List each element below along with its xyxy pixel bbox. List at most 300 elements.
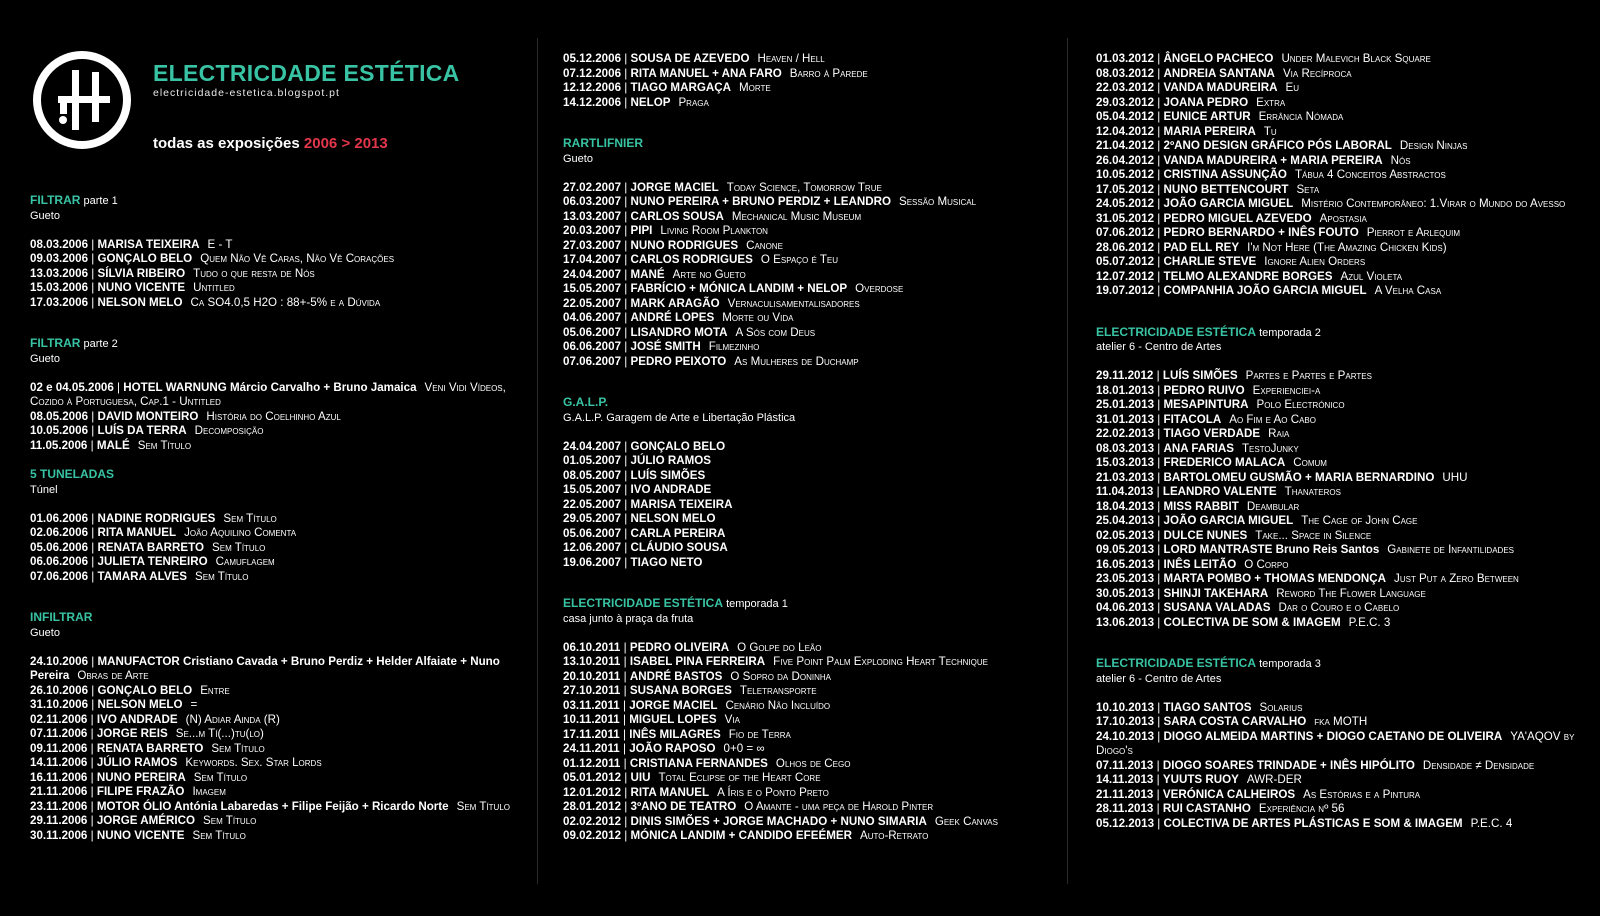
entry-artist: DIOGO SOARES TRINDADE + INÊS HIPÓLITO: [1162, 758, 1415, 772]
entry-work: Pierrot e Arlequim: [1366, 226, 1461, 239]
entry-work: Sem Título: [195, 569, 249, 583]
entry-artist: DINIS SIMÕES + JORGE MACHADO + NUNO SIMARIA: [630, 814, 927, 828]
section-suffix: temporada 2: [1259, 326, 1321, 339]
entry-date: 02.11.2006: [30, 712, 88, 726]
site-url[interactable]: electricidade-estetica.blogspot.pt: [153, 87, 340, 99]
entry-artist: MANUFACTOR Cristiano Cavada + Bruno Perdiz + Helder Alfaiate + Nuno Pereira: [30, 654, 500, 682]
entry-date: 27.03.2007: [563, 238, 622, 252]
entry-work: Tu: [1263, 124, 1277, 138]
entry-artist: ANDRÉ BASTOS: [629, 669, 723, 683]
entry-artist: INÊS LEITÃO: [1163, 557, 1237, 571]
list-item: 12.01.2012 | RITA MANUEL A Íris e o Ponto Preto: [563, 785, 829, 799]
entry-date: 07.06.2007: [563, 354, 622, 368]
entry-date: 15.05.2007: [563, 282, 622, 295]
entry-work: I'm Not Here (The Amazing Chicken Kids): [1247, 240, 1447, 254]
entry-date: 17.05.2012: [1096, 182, 1155, 196]
entry-artist: DAVID MONTEIRO: [97, 409, 199, 423]
entry-work: Arte no Gueto: [672, 267, 746, 281]
entry-work: Decomposição: [194, 424, 264, 437]
section-heading: [30, 193, 510, 209]
list-item: 29.11.2006 | JORGE AMÉRICO Sem Título: [30, 814, 257, 827]
section-title: ELECTRICIDADE ESTÉTICA: [1096, 324, 1257, 339]
list-item: 07.11.2006 | JORGE REIS Se...m Tí(...)tu(lo): [30, 727, 264, 740]
entry-work: Thanateros: [1284, 485, 1341, 498]
section-heading: [30, 610, 510, 626]
entry-list: [30, 381, 510, 454]
entry-artist: JORGE MACIEL: [630, 180, 719, 194]
entry-work: 0+0 = ∞: [723, 742, 765, 755]
entry-work: Sem Título: [212, 540, 266, 554]
entry-date: 22.02.2013: [1096, 427, 1155, 440]
entry-artist: COMPANHIA JOÃO GARCIA MIGUEL: [1163, 284, 1367, 297]
exhibition-section: [1096, 656, 1576, 831]
exhibition-section: [30, 467, 510, 584]
section-heading: [30, 336, 510, 352]
entry-date: 06.03.2007: [563, 195, 622, 208]
entry-date: 25.01.2013: [1096, 398, 1155, 411]
exhibition-section: [563, 136, 1043, 369]
entry-artist: JORGE MACIEL: [629, 698, 718, 712]
entry-artist: JOÃO RAPOSO: [629, 742, 716, 755]
exhibition-section: [30, 336, 510, 453]
entry-work: Partes e Partes e Partes: [1245, 369, 1372, 382]
list-item: 05.06.2007 | CARLA PEREIRA: [563, 526, 726, 540]
list-item: 24.04.2007 | MANÉ Arte no Gueto: [563, 267, 746, 281]
list-item: 05.06.2006 | RENATA BARRETO Sem Título: [30, 540, 266, 554]
entry-list: [563, 440, 1043, 571]
entry-date: 29.11.2006: [30, 814, 88, 827]
list-item: 12.06.2007 | CLÁUDIO SOUSA: [563, 541, 728, 554]
entry-work: A Velha Casa: [1374, 284, 1442, 297]
entry-work: Quem Não Vê Caras, Não Vê Corações: [200, 252, 395, 265]
entry-date: 07.11.2013: [1096, 758, 1154, 772]
entry-artist: NADINE RODRIGUES: [97, 511, 216, 525]
list-item: 08.03.2006 | MARISA TEIXEIRA E - T: [30, 237, 233, 251]
entry-artist: SOUSA DE AZEVEDO: [630, 52, 750, 65]
entry-work: Seta: [1296, 182, 1320, 196]
section-title: G.A.L.P.: [563, 395, 609, 409]
entry-date: 29.05.2007: [563, 512, 622, 525]
entry-date: 27.02.2007: [563, 180, 622, 194]
entry-date: 24.04.2007: [563, 439, 622, 453]
entry-date: 29.03.2012: [1096, 95, 1155, 109]
entry-date: 03.11.2011: [563, 698, 620, 712]
list-item: 13.03.2006 | SÍLVIA RIBEIRO Tudo o que resta de Nós: [30, 266, 315, 280]
entry-work: Filmezinho: [708, 340, 760, 353]
entry-work: O Amante - uma peça de Harold Pinter: [744, 800, 934, 813]
entry-work: Living Room Plankton: [660, 224, 768, 237]
entry-artist: NUNO RODRIGUES: [630, 238, 739, 252]
entry-date: 24.05.2012: [1096, 197, 1155, 210]
list-item: 07.12.2006 | RITA MANUEL + ANA FARO Barro à Parede: [563, 66, 868, 80]
entry-list: [1096, 701, 1576, 832]
entry-artist: DIOGO ALMEIDA MARTINS + DIOGO CAETANO DE OLIVEIRA: [1163, 729, 1503, 743]
entry-artist: TAMARA ALVES: [97, 569, 188, 583]
column-3: [1096, 52, 1576, 831]
entry-work: Obras de Arte: [77, 669, 149, 682]
entry-artist: COLECTIVA DE ARTES PLÁSTICAS E SOM & IMAGEM: [1163, 816, 1463, 830]
entry-artist: LUÍS SIMÕES: [1162, 369, 1238, 382]
entry-work: TestoJunky: [1241, 441, 1299, 455]
list-item: 08.03.2013 | ANA FARIAS TestoJunky: [1096, 441, 1299, 455]
entry-list: [563, 181, 1043, 370]
entry-date: 19.07.2012: [1096, 284, 1155, 297]
entry-date: 10.05.2006: [30, 424, 89, 437]
entry-work: Sem Título: [223, 511, 277, 525]
entry-work: Via Recíproca: [1282, 66, 1352, 80]
entry-date: 09.05.2013: [1096, 543, 1155, 556]
list-item: 17.04.2007 | CARLOS RODRIGUES O Espaço é Teu: [563, 253, 839, 266]
entry-date: 19.06.2007: [563, 555, 622, 569]
entry-work: Today Science, Tomorrow True: [726, 180, 882, 194]
entry-work: Teletransporte: [739, 684, 817, 697]
entry-date: 24.11.2011: [563, 742, 620, 755]
entry-list: [1096, 52, 1576, 299]
entry-work: Experiência nº 56: [1258, 802, 1345, 815]
entry-work: Tudo o que resta de Nós: [193, 266, 315, 280]
list-item: 24.11.2011 | JOÃO RAPOSO 0+0 = ∞: [563, 742, 765, 755]
entry-artist: JORGE REIS: [96, 727, 168, 740]
subtitle-range: 2006 > 2013: [303, 135, 388, 152]
entry-artist: SARA COSTA CARVALHO: [1163, 715, 1307, 728]
entry-artist: PEDRO OLIVEIRA: [629, 640, 730, 654]
entry-work: Five Point Palm Exploding Heart Technique: [773, 655, 988, 668]
entry-artist: PEDRO RUIVO: [1163, 383, 1245, 397]
entry-artist: NELSON MELO: [630, 512, 716, 525]
list-item: 24.05.2012 | JOÃO GARCIA MIGUEL Mistério Contemporâneo: 1.Virar o Mundo do Avesso: [1096, 197, 1566, 210]
list-item: 19.07.2012 | COMPANHIA JOÃO GARCIA MIGUEL A Velha Casa: [1096, 284, 1442, 297]
list-item: 06.10.2011 | PEDRO OLIVEIRA O Golpe do Leão: [563, 640, 822, 654]
subtitle-prefix: todas as exposições: [153, 135, 300, 152]
entry-date: 13.03.2006: [30, 266, 89, 280]
entry-work: O Golpe do Leão: [737, 640, 822, 654]
entry-work: Tábua 4 Conceitos Abstractos: [1294, 168, 1446, 181]
list-item: 31.05.2012 | PEDRO MIGUEL AZEVEDO Apostasia: [1096, 211, 1367, 225]
entry-artist: GONÇALO BELO: [97, 252, 193, 265]
entry-work: YA'AQOV by Diogo's: [1096, 729, 1575, 757]
entry-date: 01.12.2011: [563, 756, 621, 770]
list-item: 05.12.2013 | COLECTIVA DE ARTES PLÁSTICAS E SOM & IMAGEM P.E.C. 4: [1096, 816, 1513, 830]
entry-date: 22.05.2007: [563, 497, 622, 511]
entry-artist: RENATA BARRETO: [97, 540, 204, 554]
entry-artist: FILIPE FRAZÃO: [96, 785, 185, 798]
column-divider: [1067, 38, 1068, 884]
exhibition-section: [30, 193, 510, 310]
entry-artist: 3ºANO DE TEATRO: [630, 800, 737, 813]
entry-artist: RITA MANUEL: [97, 526, 177, 539]
entry-date: 05.06.2007: [563, 526, 622, 540]
entry-date: 12.01.2012: [563, 785, 622, 799]
entry-work: Azul Violeta: [1340, 269, 1403, 283]
entry-date: 28.06.2012: [1096, 240, 1155, 254]
list-item: 20.03.2007 | PIPI Living Room Plankton: [563, 224, 768, 237]
entry-date: 14.11.2013: [1096, 773, 1154, 786]
entry-artist: MARIA PEREIRA: [1163, 124, 1256, 138]
entry-work: Take... Space in Silence: [1255, 528, 1372, 542]
entry-date: 21.11.2006: [30, 785, 88, 798]
entry-date: 05.06.2007: [563, 325, 622, 339]
list-item: 27.03.2007 | NUNO RODRIGUES Canone: [563, 238, 783, 252]
list-item: 10.05.2006 | LUÍS DA TERRA Decomposição: [30, 424, 264, 437]
list-item: 05.12.2006 | SOUSA DE AZEVEDO Heaven / Hell: [563, 52, 825, 65]
entry-work: O Sopro da Doninha: [730, 669, 831, 683]
list-item: 12.04.2012 | MARIA PEREIRA Tu: [1096, 124, 1277, 138]
entry-artist: RENATA BARRETO: [96, 741, 204, 755]
list-item: 09.05.2013 | LORD MANTRASTE Bruno Reis Santos Gabinete de Infantilidades: [1096, 543, 1514, 556]
entry-work: Keywords. Sex. Star Lords: [185, 756, 322, 769]
entry-work: P.E.C. 4: [1470, 816, 1513, 830]
list-item: 10.05.2012 | CRISTINA ASSUNÇÃO Tábua 4 Conceitos Abstractos: [1096, 168, 1446, 181]
entry-artist: NUNO BETTENCOURT: [1163, 182, 1289, 196]
list-item: 17.03.2006 | NELSON MELO Ca SO4.0,5 H2O : 88+-5% e a Dúvida: [30, 295, 381, 309]
entry-work: Praga: [678, 95, 709, 109]
list-item: 16.11.2006 | NUNO PEREIRA Sem Título: [30, 770, 248, 784]
list-item: 04.06.2013 | SUSANA VALADAS Dar o Couro e o Cabelo: [1096, 601, 1400, 614]
entry-artist: PEDRO BERNARDO + INÊS FOUTO: [1163, 226, 1359, 239]
entry-work: As Mulheres de Duchamp: [734, 354, 859, 368]
entry-work: A Íris e o Ponto Preto: [717, 785, 829, 799]
entry-date: 12.12.2006: [563, 81, 622, 94]
entry-date: 02.06.2006: [30, 526, 89, 539]
list-item: 25.01.2013 | MESAPINTURA Polo Electrónico: [1096, 398, 1345, 411]
entry-artist: FITACOLA: [1163, 412, 1222, 426]
section-location: Túnel: [30, 483, 58, 496]
list-item: 02.06.2006 | RITA MANUEL João Aquilino Comenta: [30, 526, 297, 539]
list-item: 10.10.2013 | TIAGO SANTOS Solarius: [1096, 700, 1303, 714]
entry-artist: YUUTS RUOY: [1162, 773, 1239, 786]
entry-date: 12.07.2012: [1096, 269, 1155, 283]
list-item: 02 e 04.05.2006 | HOTEL WARNUNG Márcio Carvalho + Bruno Jamaica Veni Vidi Vídeos, Cozido à Portuguesa, Cap.1 - Untitled: [30, 380, 506, 408]
entry-list: [563, 52, 1043, 110]
list-item: 16.05.2013 | INÊS LEITÃO O Corpo: [1096, 557, 1289, 571]
exhibition-section: [563, 395, 1043, 570]
list-item: 29.03.2012 | JOANA PEDRO Extra: [1096, 95, 1286, 109]
entry-artist: NUNO VICENTE: [97, 281, 186, 294]
list-item: 26.04.2012 | VANDA MADUREIRA + MARIA PEREIRA Nós: [1096, 153, 1411, 167]
entry-date: 15.03.2006: [30, 281, 89, 294]
entry-artist: MANÉ: [630, 267, 665, 281]
list-item: 13.03.2007 | CARLOS SOUSA Mechanical Music Museum: [563, 209, 862, 223]
entry-work: Under Malevich Black Square: [1281, 52, 1431, 65]
entry-list: [563, 641, 1043, 844]
section-location: G.A.L.P. Garagem de Arte e Libertação Plástica: [563, 411, 796, 424]
list-item: 08.05.2006 | DAVID MONTEIRO História do Coelhinho Azul: [30, 409, 341, 423]
entry-date: 08.03.2006: [30, 237, 89, 251]
section-suffix: temporada 1: [726, 598, 788, 610]
entry-work: Experienciei-a: [1252, 383, 1321, 397]
entry-artist: MESAPINTURA: [1163, 398, 1249, 411]
entry-artist: PEDRO PEIXOTO: [630, 354, 727, 368]
list-item: 27.02.2007 | JORGE MACIEL Today Science, Tomorrow True: [563, 180, 882, 194]
list-item: 10.11.2011 | MIGUEL LOPES Via: [563, 713, 740, 726]
entry-date: 22.05.2007: [563, 296, 622, 310]
entry-artist: TIAGO SANTOS: [1163, 700, 1252, 714]
entry-date: 17.11.2011: [563, 727, 620, 741]
entry-date: 24.10.2013: [1096, 729, 1155, 743]
entry-artist: LUÍS SIMÕES: [630, 468, 706, 482]
entry-work: Imagem: [192, 785, 226, 798]
entry-artist: LISANDRO MOTA: [630, 325, 728, 339]
entry-date: 22.03.2012: [1096, 81, 1155, 94]
section-location: Gueto: [30, 352, 60, 365]
entry-date: 29.11.2012: [1096, 369, 1154, 382]
list-item: 08.03.2012 | ANDREIA SANTANA Via Recíproca: [1096, 66, 1352, 80]
list-item: 22.02.2013 | TIAGO VERDADE Raia: [1096, 427, 1290, 440]
entry-list: [30, 512, 510, 585]
entry-date: 12.06.2007: [563, 541, 622, 554]
entry-date: 30.05.2013: [1096, 586, 1155, 600]
entry-artist: MISS RABBIT: [1163, 499, 1239, 513]
entry-date: 13.06.2013: [1096, 615, 1155, 629]
entry-artist: CARLOS SOUSA: [630, 209, 724, 223]
entry-date: 05.04.2012: [1096, 110, 1155, 123]
entry-work: O Corpo: [1244, 557, 1289, 571]
list-item: 19.06.2007 | TIAGO NETO: [563, 555, 703, 569]
list-item: 14.11.2013 | YUUTS RUOY AWR-DER: [1096, 773, 1302, 786]
site-title: ELECTRICDADE ESTÉTICA: [153, 60, 460, 86]
list-item: 06.03.2007 | NUNO PEREIRA + BRUNO PERDIZ + LEANDRO Sessão Musical: [563, 195, 977, 208]
entry-work: As Estórias e a Pintura: [1303, 787, 1421, 801]
entry-date: 30.11.2006: [30, 828, 88, 842]
exhibition-section: [30, 610, 510, 843]
column-2: [563, 52, 1043, 844]
entry-date: 17.03.2006: [30, 295, 89, 309]
entry-work: Sessão Musical: [898, 195, 977, 208]
entry-artist: NELSON MELO: [97, 698, 183, 711]
section-suffix: parte 1: [83, 195, 118, 207]
entry-artist: BARTOLOMEU GUSMÃO + MARIA BERNARDINO: [1163, 470, 1435, 484]
entry-artist: MARISA TEIXEIRA: [630, 497, 733, 511]
exhibition-section: [563, 596, 1043, 844]
entry-artist: FREDERICO MALACA: [1163, 456, 1286, 469]
entry-date: 24.10.2006: [30, 654, 89, 668]
entry-date: 20.10.2011: [563, 669, 621, 683]
entry-artist: NUNO PEREIRA + BRUNO PERDIZ + LEANDRO: [630, 195, 891, 208]
entry-artist: TIAGO MARGAÇA: [630, 81, 731, 94]
entry-date: 13.10.2011: [563, 655, 621, 668]
entry-work: Just Put a Zero Between: [1394, 572, 1519, 585]
list-item: 31.10.2006 | NELSON MELO =: [30, 698, 198, 711]
entry-artist: TIAGO VERDADE: [1163, 427, 1261, 440]
entry-date: 07.06.2012: [1096, 226, 1155, 239]
entry-work: Extra: [1256, 95, 1286, 109]
entry-work: Untitled: [193, 281, 235, 294]
entry-work: Total Eclipse of the Heart Core: [658, 771, 821, 784]
entry-artist: JOÃO GARCIA MIGUEL: [1163, 197, 1294, 210]
section-title: INFILTRAR: [30, 610, 93, 624]
entry-work: Apostasia: [1319, 211, 1367, 225]
list-item: 22.05.2007 | MARISA TEIXEIRA: [563, 497, 733, 511]
entry-artist: GONÇALO BELO: [630, 439, 726, 453]
entry-list: [30, 655, 510, 844]
section-heading: [563, 395, 1043, 411]
exhibition-section: [1096, 325, 1576, 631]
list-item: 09.11.2006 | RENATA BARRETO Sem Título: [30, 741, 265, 755]
entry-work: Geek Canvas: [934, 814, 998, 828]
entry-artist: MARISA TEIXEIRA: [97, 237, 200, 251]
entry-work: Solarius: [1259, 700, 1303, 714]
entry-artist: CRISTINA ASSUNÇÃO: [1163, 168, 1287, 181]
entry-date: 21.03.2013: [1096, 470, 1155, 484]
list-item: 31.01.2013 | FITACOLA Ao Fim e Ao Cabo: [1096, 412, 1316, 426]
entry-date: 21.04.2012: [1096, 139, 1155, 152]
column-1: [30, 52, 510, 843]
list-item: 05.06.2007 | LISANDRO MOTA A Sós com Deus: [563, 325, 816, 339]
entry-artist: LEANDRO VALENTE: [1162, 485, 1277, 498]
entry-work: Errância Nómada: [1258, 110, 1344, 123]
entry-date: 06.10.2011: [563, 640, 621, 654]
list-item: 07.06.2006 | TAMARA ALVES Sem Título: [30, 569, 249, 583]
entry-artist: SHINJI TAKEHARA: [1163, 586, 1269, 600]
entry-date: 18.01.2013: [1096, 383, 1155, 397]
entry-date: 17.04.2007: [563, 253, 622, 266]
entry-artist: MARK ARAGÃO: [630, 296, 720, 310]
list-item: 13.10.2011 | ISABEL PINA FERREIRA Five Point Palm Exploding Heart Technique: [563, 655, 988, 668]
entry-date: 05.12.2006: [563, 52, 622, 65]
entry-artist: MARTA POMBO + THOMAS MENDONÇA: [1163, 572, 1387, 585]
entry-work: Mistério Contemporâneo: 1.Virar o Mundo do Avesso: [1301, 197, 1566, 210]
entry-artist: PIPI: [630, 224, 653, 237]
entry-work: Morte: [738, 81, 771, 94]
list-item: 05.04.2012 | EUNICE ARTUR Errância Nómada: [1096, 110, 1344, 123]
list-item: 13.06.2013 | COLECTIVA DE SOM & IMAGEM P.E.C. 3: [1096, 615, 1391, 629]
entry-work: Ao Fim e Ao Cabo: [1229, 412, 1316, 426]
section-location: Gueto: [563, 152, 593, 165]
entry-date: 08.03.2012: [1096, 66, 1155, 80]
list-item: 17.10.2013 | SARA COSTA CARVALHO fka MOTH: [1096, 715, 1368, 728]
entry-date: 25.04.2013: [1096, 514, 1155, 527]
entry-work: Eu: [1285, 81, 1300, 94]
list-item: 24.10.2006 | MANUFACTOR Cristiano Cavada + Bruno Perdiz + Helder Alfaiate + Nuno Pereira Obras de Arte: [30, 654, 500, 682]
entry-work: =: [190, 698, 198, 711]
entry-artist: IVO ANDRADE: [96, 712, 178, 726]
entry-date: 06.06.2007: [563, 340, 622, 353]
entry-artist: CRISTIANA FERNANDES: [629, 756, 768, 770]
entry-artist: LORD MANTRASTE Bruno Reis Santos: [1163, 543, 1380, 556]
entry-date: 16.11.2006: [30, 770, 88, 784]
entry-work: Heaven / Hell: [757, 52, 825, 65]
entry-artist: 2ºANO DESIGN GRÁFICO PÓS LABORAL: [1163, 139, 1392, 152]
entry-artist: GONÇALO BELO: [97, 683, 193, 697]
entry-artist: EUNICE ARTUR: [1163, 110, 1251, 123]
entry-artist: DULCE NUNES: [1163, 528, 1248, 542]
entry-date: 07.06.2006: [30, 569, 89, 583]
entry-work: Densidade ≠ Densidade: [1422, 758, 1535, 772]
list-item: 17.05.2012 | NUNO BETTENCOURT Seta: [1096, 182, 1320, 196]
entry-work: Raia: [1268, 427, 1290, 440]
list-item: 03.11.2011 | JORGE MACIEL Cenário Não Incluído: [563, 698, 831, 712]
entry-date: 11.04.2013: [1096, 485, 1154, 498]
entry-date: 05.06.2006: [30, 540, 89, 554]
entry-date: 15.05.2007: [563, 483, 622, 496]
entry-artist: JOÃO GARCIA MIGUEL: [1163, 514, 1294, 527]
list-item: 02.02.2012 | DINIS SIMÕES + JORGE MACHADO + NUNO SIMARIA Geek Canvas: [563, 814, 998, 828]
entry-work: Se...m Tí(...)tu(lo): [175, 727, 264, 740]
entry-date: 07.12.2006: [563, 66, 622, 80]
list-item: 27.10.2011 | SUSANA BORGES Teletransporte: [563, 684, 817, 697]
entry-work: Barro à Parede: [789, 66, 868, 80]
entry-artist: UIU: [630, 771, 651, 784]
list-item: 12.12.2006 | TIAGO MARGAÇA Morte: [563, 81, 771, 94]
entry-work: Vernaculisamentalisadores: [727, 296, 860, 310]
entry-artist: CHARLIE STEVE: [1163, 255, 1257, 268]
list-item: 24.10.2013 | DIOGO ALMEIDA MARTINS + DIOGO CAETANO DE OLIVEIRA YA'AQOV by Diogo's: [1096, 729, 1575, 757]
section-heading: [1096, 325, 1576, 341]
entry-work: Entre: [200, 683, 230, 697]
list-item: 04.06.2007 | ANDRÉ LOPES Morte ou Vida: [563, 311, 794, 324]
entry-artist: JÚLIO RAMOS: [630, 454, 712, 467]
entry-date: 28.11.2013: [1096, 802, 1154, 815]
